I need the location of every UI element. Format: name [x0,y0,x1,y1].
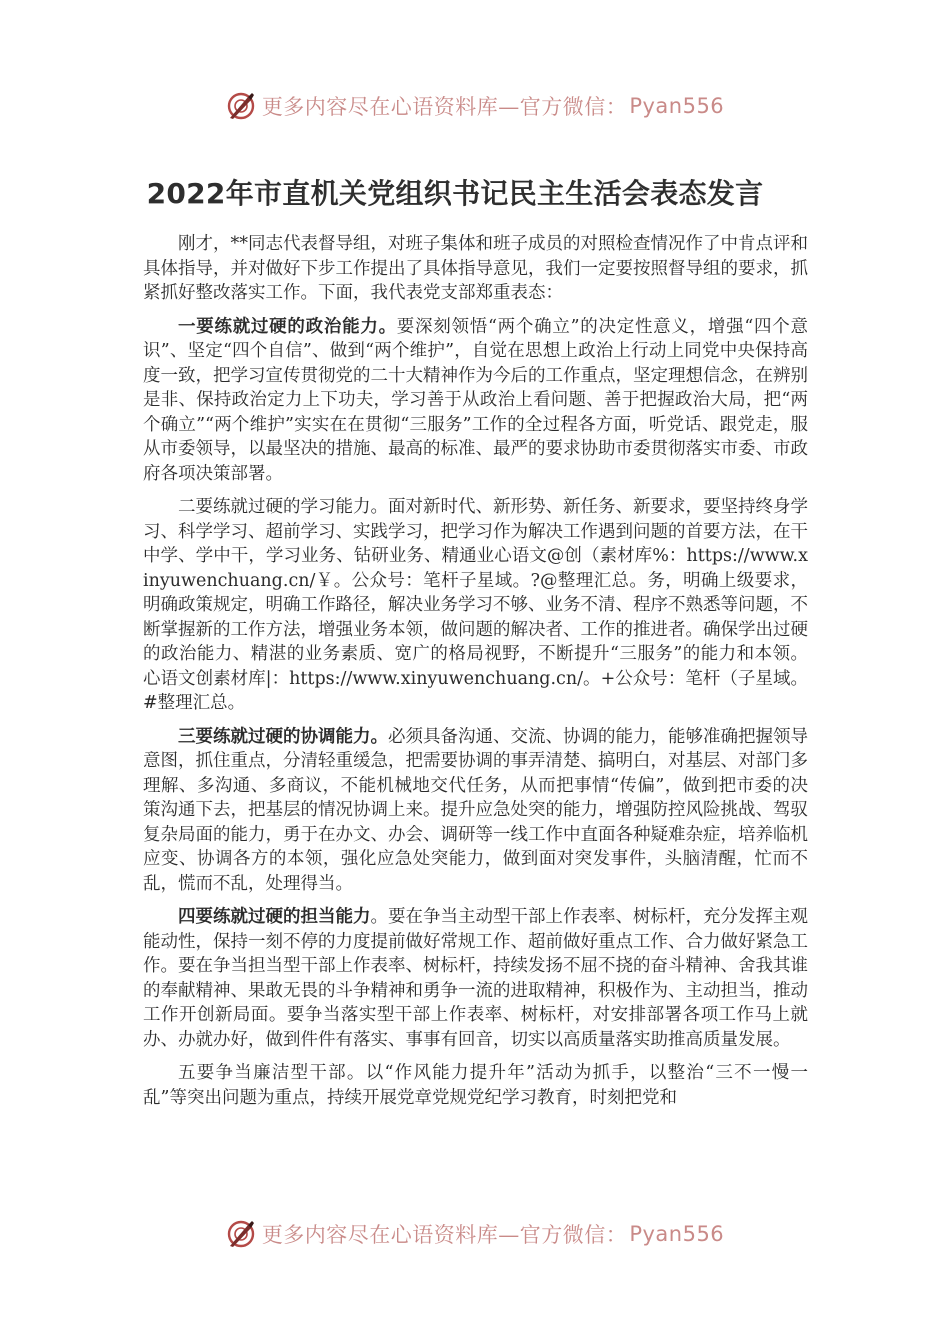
watermark-wechat-id: Pyan556 [629,94,725,118]
paragraph-coordination-ability: 三要练就过硬的协调能力。必须具备沟通、交流、协调的能力，能够准确把握领导意图，抓住重点，分清轻重缓急，把需要协调的事弄清楚、搞明白，对基层、对部门多理解、多沟通、多商议，不能机械地交代任务，从而把事情“传偏”，做到把市委的决策沟通下去，把基层的情况协调上来。提升应急处突的能力，增强防控风险挑战、驾驭复杂局面的能力，勇于在办文、办会、调研等一线工作中直面各种疑难杂症，培养临机应变、协调各方的本领，强化应急处突能力，做到面对突发事件，头脑清醒，忙而不乱，慌而不乱，处理得当。 [143,726,808,894]
pen-circle-logo-icon [226,1219,256,1249]
footer-watermark [0,1212,950,1256]
paragraph-responsibility-ability: 四要练就过硬的担当能力。要在争当主动型干部上作表率、树标杆，充分发挥主观能动性，保持一刻不停的力度提前做好常规工作、超前做好重点工作、合力做好紧急工作。要在争当担当型干部上作表率、树标杆，持续发扬不屈不挠的奋斗精神、舍我其谁的奉献精神、果敢无畏的斗争精神和勇争一流的进取精神，积极作为、主动担当，推动工作开创新局面。要争当落实型干部上作表率、树标杆，对安排部署各项工作马上就办、办就办好，做到件件有落实、事事有回音，切实以高质量落实助推高质量发展。 [143,907,808,1050]
paragraph-heading: 四要练就过硬的担当能力 [178,907,371,927]
paragraph-integrity: 五要争当廉洁型干部。以“作风能力提升年”活动为抓手，以整治“三不一慢一乱”等突出问题为重点，持续开展党章党规党纪学习教育，时刻把党和 [143,1063,808,1108]
paragraph-heading: 三要练就过硬的协调能力。 [178,726,388,747]
document-title: 2022年市直机关党组织书记民主生活会表态发言 [146,177,764,210]
document-body [143,232,808,1119]
header-watermark [0,84,950,128]
paragraph-intro: 刚才，**同志代表督导组，对班子集体和班子成员的对照检查情况作了中肯点评和具体指导，并对做好下步工作提出了具体指导意见，我们一定要按照督导组的要求，抓紧抓好整改落实工作。下面，我代表党支部郑重表态： [143,234,808,303]
paragraph-heading: 一要练就过硬的政治能力。 [178,316,397,337]
watermark-text: 更多内容尽在心语资料库—官方微信： [261,1223,628,1247]
paragraph-political-ability: 一要练就过硬的政治能力。要深刻领悟“两个确立”的决定性意义，增强“四个意识”、坚定“四个自信”、做到“两个维护”，自觉在思想上政治上行动上同党中央保持高度一致，把学习宣传贯彻党的二十大精神作为今后的工作重点，坚定理想信念，在辨别是非、保持政治定力上下功夫，学习善于从政治上看问题、善于把握政治大局，把“两个确立”“两个维护”实实在在贯彻“三服务”工作的全过程各方面，听党话、跟党走，服从市委领导，以最坚决的措施、最高的标准、最严的要求协助市委贯彻落实市委、市政府各项决策部署。 [143,316,808,484]
pen-circle-logo-icon [226,91,256,121]
paragraph-learning-ability: 二要练就过硬的学习能力。面对新时代、新形势、新任务、新要求，要坚持终身学习、科学学习、超前学习、实践学习，把学习作为解决工作遇到问题的首要方法，在干中学、学中干，学习业务、钻研业务、精通业心语文@创（素材库%：https://www.xinyuwenchuang.cn/￥。公众号：笔杆子星域。?@整理汇总。务，明确上级要求，明确政策规定，明确工作路径，解决业务学习不够、业务不清、程序不熟悉等问题，不断掌握新的工作方法，增强业务本领，做问题的解决者、工作的推进者。确保学出过硬的政治能力、精湛的业务素质、宽广的格局视野，不断提升“三服务”的能力和本领。心语文创素材库|：https://www.xinyuwenchuang.cn/。+公众号：笔杆（子星域。#整理汇总。 [143,497,808,713]
watermark-text: 更多内容尽在心语资料库—官方微信： [261,95,628,119]
watermark-wechat-id: Pyan556 [629,1222,725,1246]
